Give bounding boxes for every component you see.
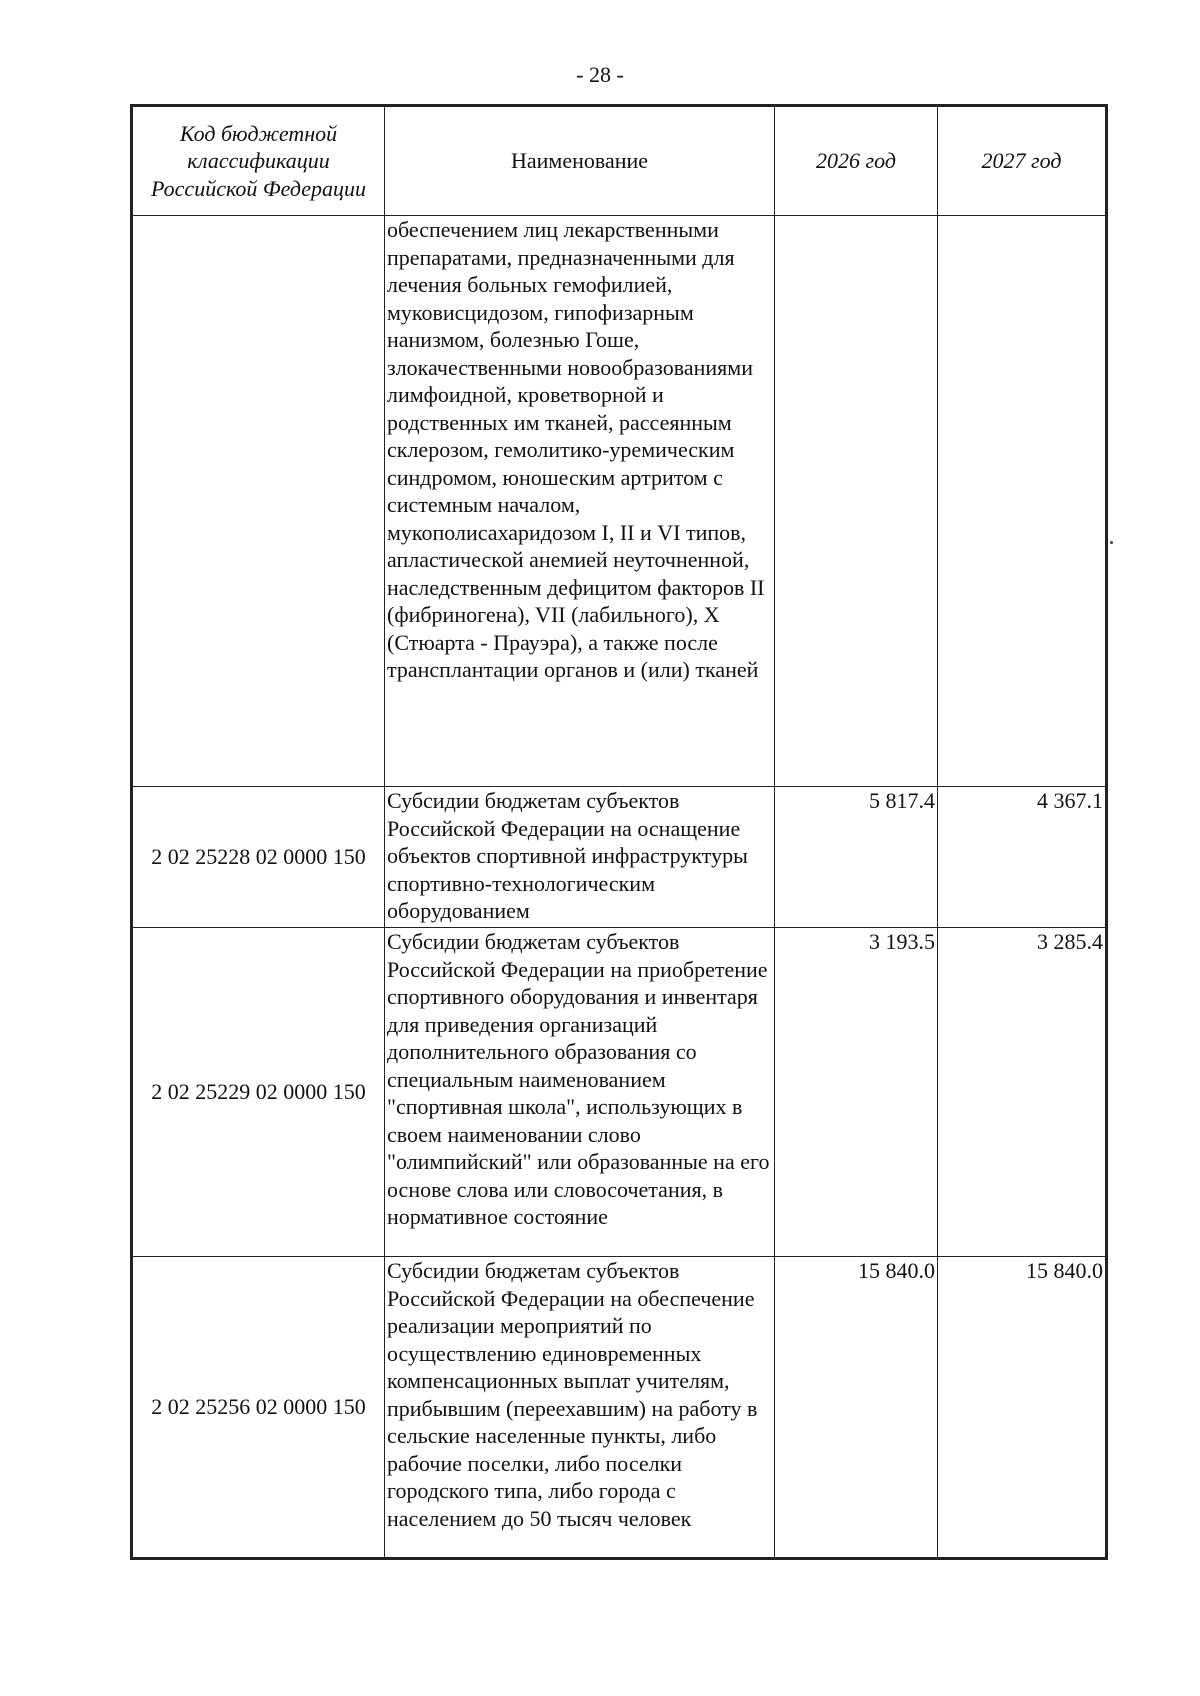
row-2026: 15 840.0	[775, 1257, 938, 1559]
row-name: обеспечением лиц лекарственными препаратами, предназначенными для лечения больных гемофилией, муковисцидозом, гипофизарным нанизмом, болезнью Гоше, злокачественными новообразованиями лимфоидной, кроветворной и родственных им тканей, рассеянным склерозом, гемолитико-уремическим синдромом, юношеским артритом с системным началом, мукополисахаридозом I, II и VI типов, апластической анемией неуточненной, наследственным дефицитом факторов II (фибриногена), VII (лабильного), X (Стюарта - Прауэра), а также после трансплантации органов и (или) тканей	[385, 216, 775, 787]
row-2027: 15 840.0	[938, 1257, 1107, 1559]
header-2027: 2027 год	[938, 106, 1107, 216]
header-code: Код бюджетной классификации Российской Федерации	[132, 106, 385, 216]
row-2027: 3 285.4	[938, 928, 1107, 1257]
row-name: Субсидии бюджетам субъектов Российской Федерации на приобретение спортивного оборудования и инвентаря для приведения организаций дополнительного образования со специальным наименованием "спортивная школа", использующих в своем наименовании слово "олимпийский" или образованные на его основе слова или словосочетания, в нормативное состояние	[385, 928, 775, 1257]
row-code	[132, 216, 385, 787]
row-2026	[775, 216, 938, 787]
row-2027	[938, 216, 1107, 787]
page-number: - 28 -	[576, 62, 624, 87]
scan-speck	[1110, 541, 1113, 544]
header-2026: 2026 год	[775, 106, 938, 216]
row-2026: 5 817.4	[775, 787, 938, 928]
row-code: 2 02 25228 02 0000 150	[132, 787, 385, 928]
table-row	[132, 216, 1107, 787]
row-name: Субсидии бюджетам субъектов Российской Федерации на оснащение объектов спортивной инфраструктуры спортивно-технологическим оборудованием	[385, 787, 775, 928]
row-name: Субсидии бюджетам субъектов Российской Федерации на обеспечение реализации мероприятий по осуществлению единовременных компенсационных выплат учителям, прибывшим (переехавшим) на работу в сельские населенные пункты, либо рабочие поселки, либо поселки городского типа, либо города с населением до 50 тысяч человек	[385, 1257, 775, 1559]
header-name: Наименование	[385, 106, 775, 216]
table-row	[132, 928, 1107, 1257]
row-code: 2 02 25229 02 0000 150	[132, 928, 385, 1257]
table-row	[132, 787, 1107, 928]
table-row	[132, 1257, 1107, 1559]
row-2027: 4 367.1	[938, 787, 1107, 928]
row-2026: 3 193.5	[775, 928, 938, 1257]
row-code: 2 02 25256 02 0000 150	[132, 1257, 385, 1559]
table-header-row	[132, 106, 1107, 216]
budget-table	[130, 104, 1108, 1560]
